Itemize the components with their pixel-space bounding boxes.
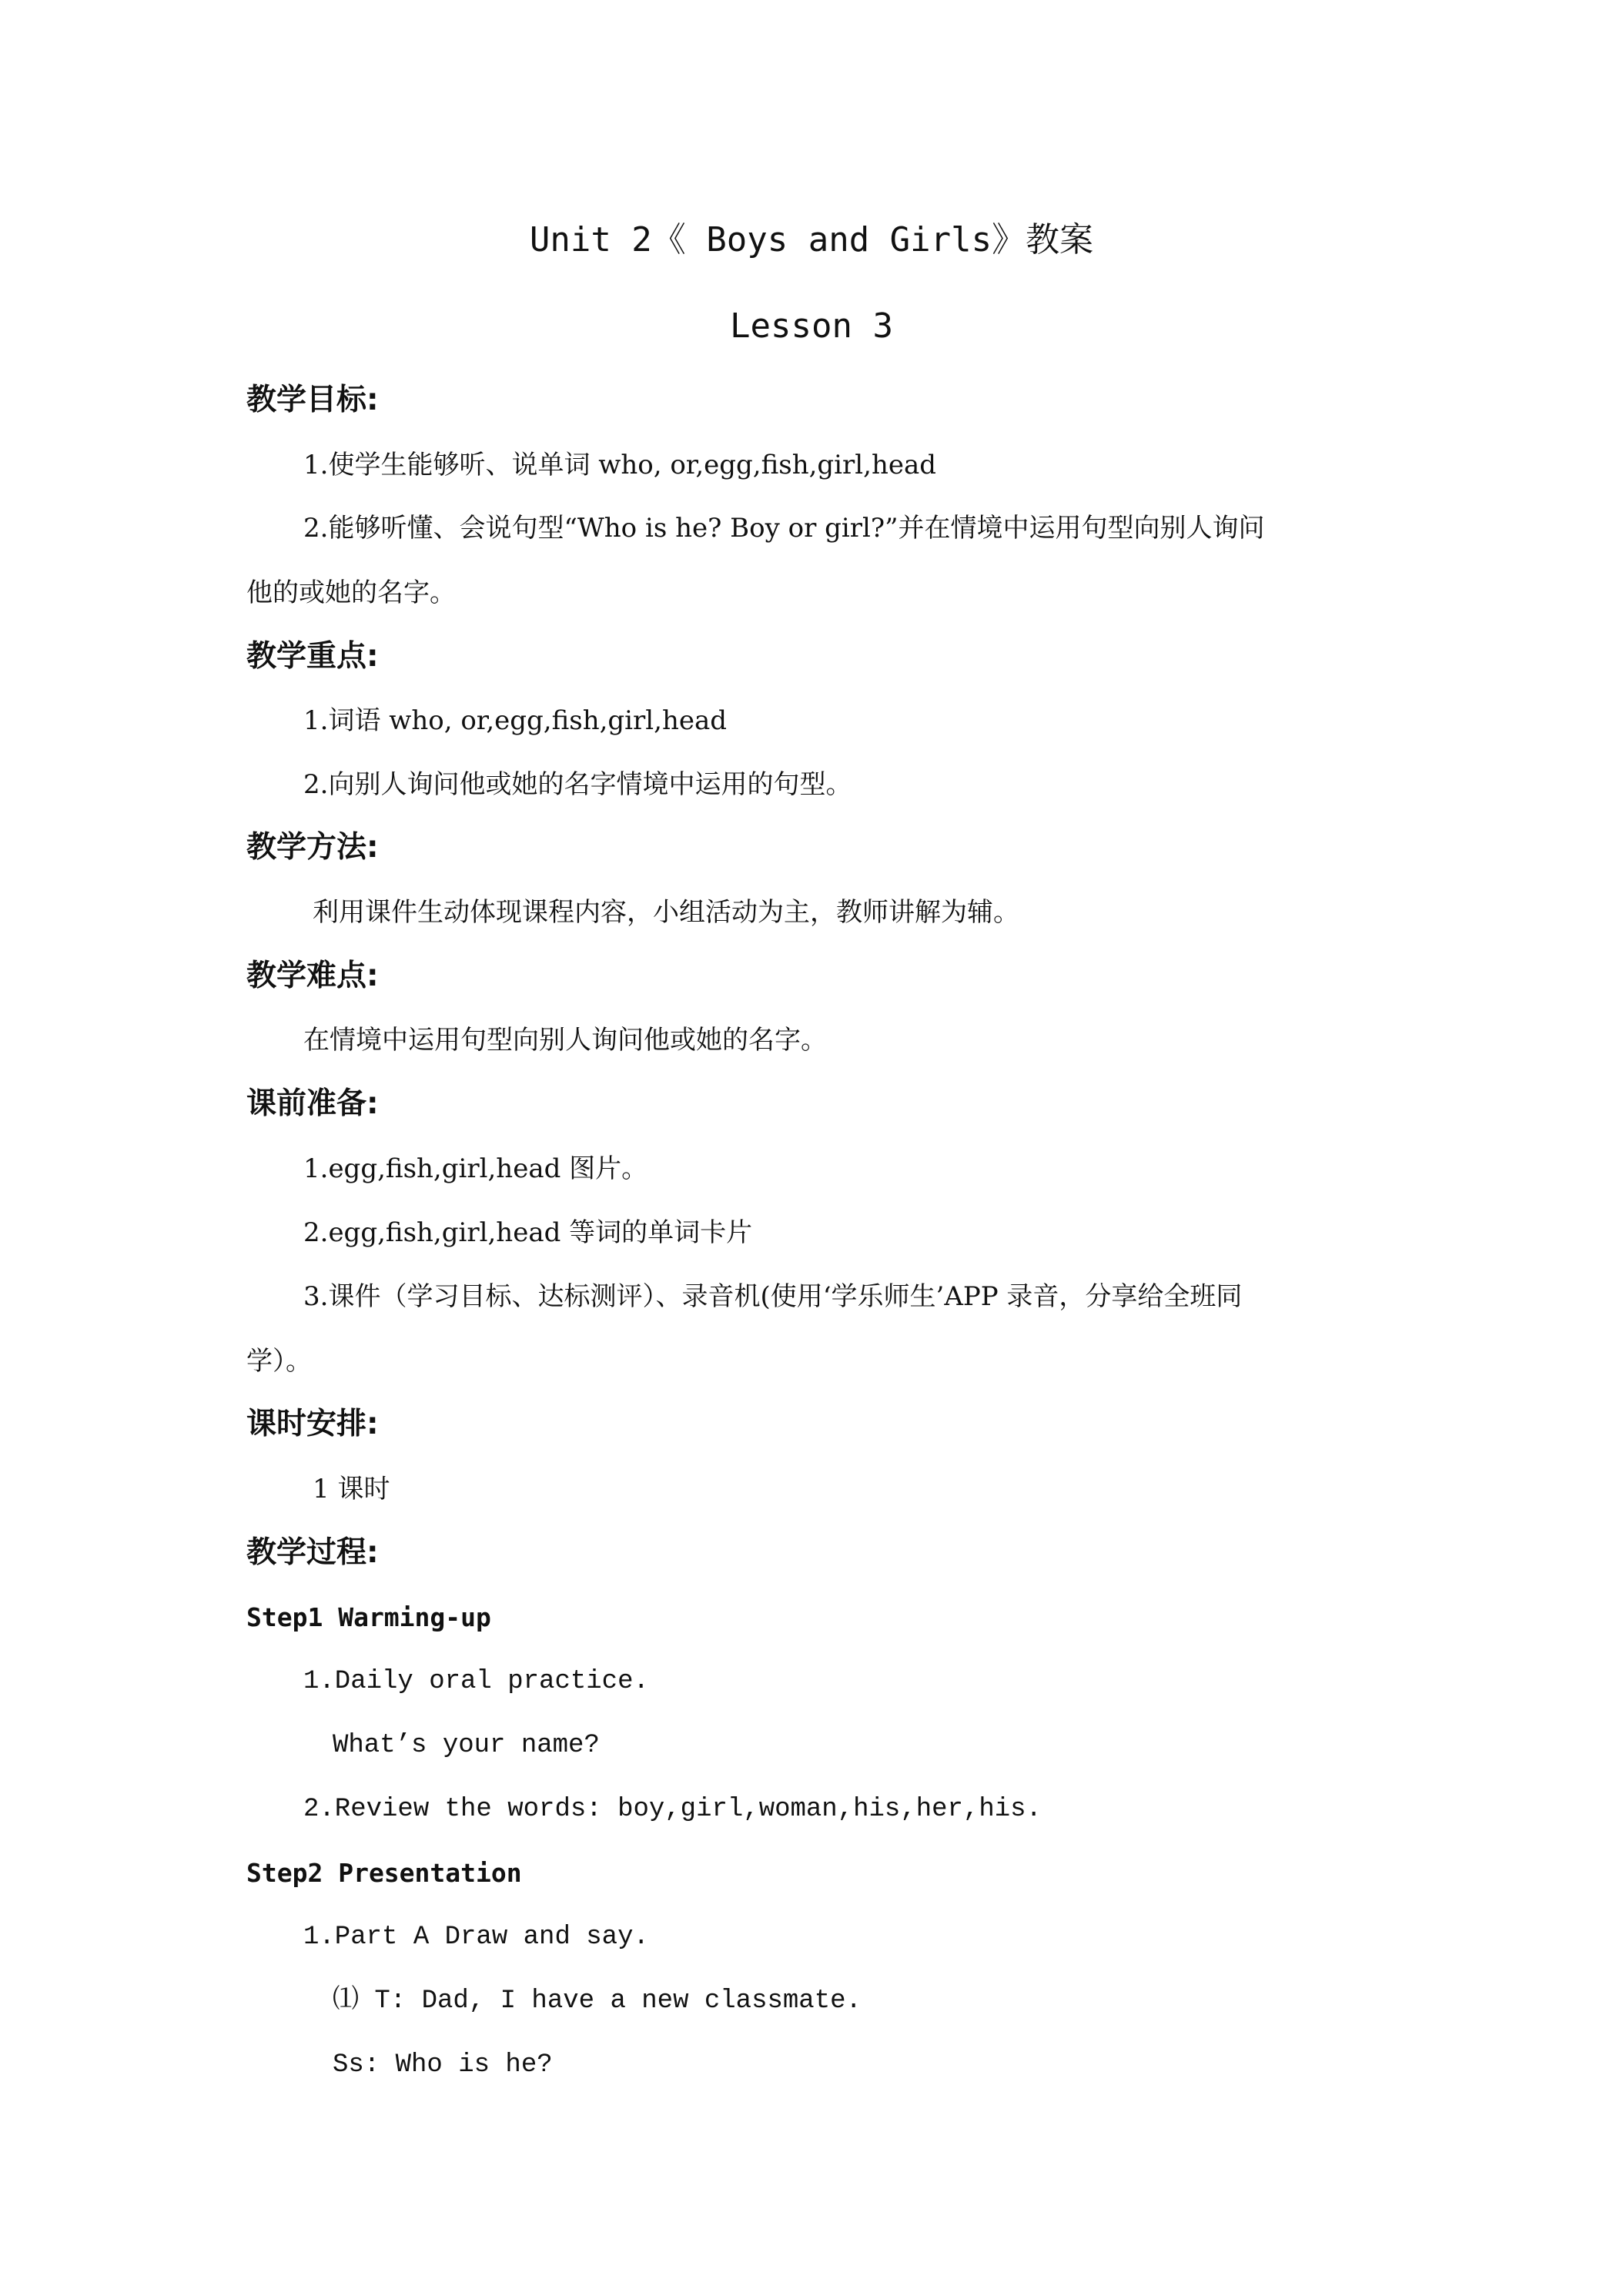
objectives-item: 他的或她的名字。 (246, 577, 456, 608)
step2-item: ⑴ T: Dad, I have a new classmate. (333, 1986, 862, 2016)
methods-item: 利用课件生动体现课程内容，小组活动为主，教师讲解为辅。 (313, 897, 1019, 928)
key-points-heading: 教学重点: (246, 639, 379, 674)
step1-item: 2.Review the words: boy,girl,woman,his,her,his. (303, 1795, 1042, 1824)
step2-title: Step2 Presentation (246, 1858, 522, 1888)
step2-item: Ss: Who is he? (333, 2050, 553, 2080)
schedule-heading: 课时安排: (246, 1407, 379, 1441)
step2-item: 1.Part A Draw and say. (303, 1923, 649, 1952)
objectives-heading: 教学目标: (246, 383, 379, 417)
preparation-heading: 课前准备: (246, 1086, 379, 1121)
objectives-item: 1.使学生能够听、说单词 who, or,egg,fish,girl,head (303, 450, 937, 480)
key-points-item: 2.向别人询问他或她的名字情境中运用的句型。 (303, 769, 852, 800)
document-subtitle: Lesson 3 (730, 306, 893, 346)
schedule-item: 1 课时 (313, 1474, 390, 1504)
objectives-item: 2.能够听懂、会说句型“Who is he? Boy or girl?”并在情境中运用句型向别人询问 (303, 513, 1265, 544)
methods-heading: 教学方法: (246, 830, 379, 865)
difficulties-item: 在情境中运用句型向别人询问他或她的名字。 (303, 1025, 827, 1056)
document-title: Unit 2《 Boys and Girls》教案 (529, 220, 1094, 259)
key-points-item: 1.词语 who, or,egg,fish,girl,head (303, 705, 728, 736)
step1-item: What’s your name? (333, 1731, 600, 1760)
preparation-item: 学）。 (246, 1346, 312, 1377)
preparation-item: 2.egg,fish,girl,head 等词的单词卡片 (303, 1217, 753, 1248)
process-heading: 教学过程: (246, 1535, 379, 1570)
preparation-item: 3.课件（学习目标、达标测评）、录音机(使用‘学乐师生’APP 录音，分享给全班同 (303, 1281, 1243, 1312)
preparation-item: 1.egg,fish,girl,head 图片。 (303, 1153, 648, 1184)
step1-title: Step1 Warming-up (246, 1602, 491, 1632)
step1-item: 1.Daily oral practice. (303, 1667, 649, 1696)
difficulties-heading: 教学难点: (246, 959, 379, 993)
